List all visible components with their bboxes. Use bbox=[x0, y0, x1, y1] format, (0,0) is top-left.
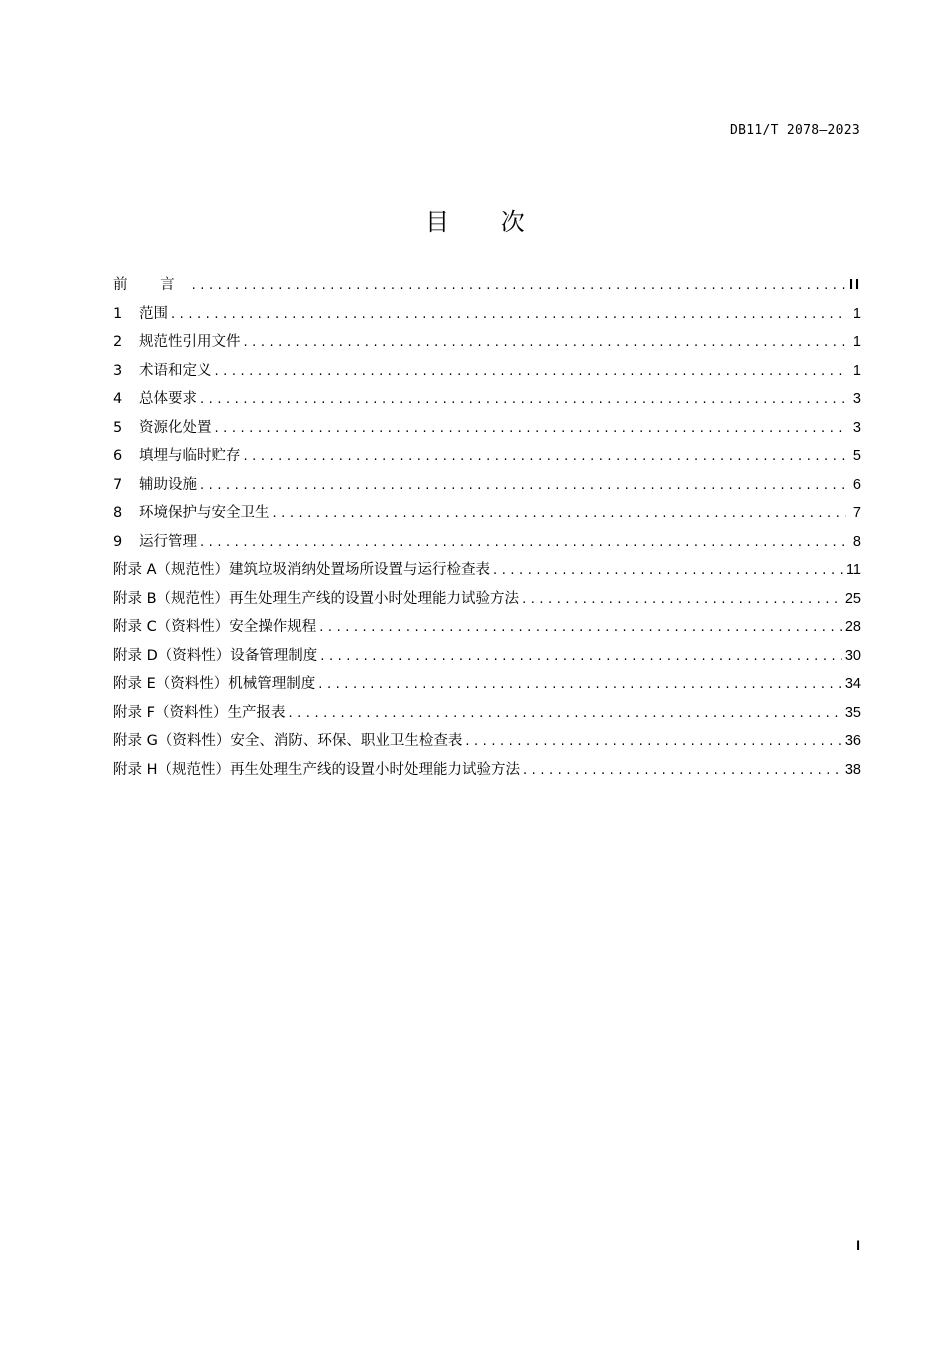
toc-entry-appendix[interactable] bbox=[113, 760, 861, 789]
toc-entry-preface[interactable] bbox=[113, 275, 861, 304]
toc-entry-label: 附录 D（资料性）设备管理制度 bbox=[113, 647, 318, 664]
toc-entry-label: 前 言 bbox=[113, 277, 189, 293]
toc-dot-leader bbox=[215, 419, 847, 439]
toc-entry-number: 7 bbox=[113, 476, 123, 493]
toc-dot-leader bbox=[288, 704, 841, 724]
toc-dot-leader bbox=[319, 618, 842, 638]
toc-entry-appendix[interactable] bbox=[113, 646, 861, 675]
toc-entry-appendix[interactable] bbox=[113, 589, 861, 618]
toc-entry-page: 5 bbox=[852, 448, 861, 464]
toc-entry-label: 附录 E（资料性）机械管理制度 bbox=[113, 676, 316, 692]
toc-entry-page: 1 bbox=[852, 305, 861, 322]
toc-dot-leader bbox=[200, 533, 846, 553]
toc-dot-leader bbox=[320, 647, 842, 667]
toc-entry[interactable] bbox=[113, 332, 861, 361]
toc-entry-page: 11 bbox=[845, 562, 861, 578]
toc-entry-label: 运行管理 bbox=[139, 533, 197, 550]
toc-entry-page: 7 bbox=[852, 505, 861, 521]
toc-entry-page: 36 bbox=[844, 733, 861, 749]
toc-entry-number: 1 bbox=[113, 305, 123, 322]
toc-entry-label: 附录 B（规范性）再生处理生产线的设置小时处理能力试验方法 bbox=[113, 590, 520, 607]
toc-dot-leader bbox=[465, 732, 842, 752]
toc-entry-appendix[interactable] bbox=[113, 617, 861, 646]
toc-dot-leader bbox=[192, 276, 846, 296]
toc-entry-appendix[interactable] bbox=[113, 560, 861, 589]
toc-entry-page: 38 bbox=[844, 761, 861, 778]
page-number: I bbox=[856, 1237, 860, 1253]
toc-entry-number: 2 bbox=[113, 334, 123, 350]
toc-entry[interactable] bbox=[113, 532, 861, 561]
toc-entry-number: 5 bbox=[113, 419, 123, 436]
toc-entry-page: 35 bbox=[844, 704, 861, 721]
toc-entry-appendix[interactable] bbox=[113, 674, 861, 703]
toc-entry[interactable] bbox=[113, 503, 861, 532]
toc-entry-page: 8 bbox=[852, 533, 861, 550]
toc-entry-number: 4 bbox=[113, 391, 123, 407]
toc-dot-leader bbox=[215, 362, 847, 382]
toc-entry[interactable] bbox=[113, 475, 861, 504]
toc-entry-appendix[interactable] bbox=[113, 703, 861, 732]
toc-entry-label: 附录 A（规范性）建筑垃圾消纳处置场所设置与运行检查表 bbox=[113, 562, 491, 578]
toc-entry-label: 附录 C（资料性）安全操作规程 bbox=[113, 619, 317, 635]
toc-entry-label: 范围 bbox=[139, 305, 168, 322]
toc-entry[interactable] bbox=[113, 389, 861, 418]
toc-entry[interactable] bbox=[113, 446, 861, 475]
toc-entry-label: 环境保护与安全卫生 bbox=[139, 505, 270, 521]
toc-entry-label: 术语和定义 bbox=[139, 362, 212, 379]
toc-entry-number: 3 bbox=[113, 362, 123, 379]
toc-title: 目 次 bbox=[425, 208, 547, 236]
toc-entry[interactable] bbox=[113, 361, 861, 390]
toc-entry-page: 1 bbox=[852, 334, 861, 350]
toc-entry-label: 资源化处置 bbox=[139, 419, 212, 436]
toc-dot-leader bbox=[523, 761, 842, 781]
toc-entry-number: 8 bbox=[113, 505, 123, 521]
toc-dot-leader bbox=[200, 390, 846, 410]
toc-entry-page: 6 bbox=[852, 476, 861, 493]
table-of-contents bbox=[113, 275, 861, 788]
toc-entry-number: 9 bbox=[113, 533, 123, 550]
toc-entry-page: 3 bbox=[852, 419, 861, 436]
toc-entry-page: 34 bbox=[844, 676, 861, 692]
toc-entry-label: 附录 G（资料性）安全、消防、环保、职业卫生检查表 bbox=[113, 733, 463, 749]
toc-entry[interactable] bbox=[113, 418, 861, 447]
toc-entry[interactable] bbox=[113, 304, 861, 333]
toc-entry-page: 28 bbox=[844, 619, 861, 635]
toc-dot-leader bbox=[171, 305, 846, 325]
toc-entry-label: 规范性引用文件 bbox=[139, 334, 241, 350]
toc-entry-page: 30 bbox=[844, 647, 861, 664]
toc-dot-leader bbox=[522, 590, 842, 610]
toc-entry-label: 附录 F（资料性）生产报表 bbox=[113, 704, 286, 721]
toc-entry-label: 附录 H（规范性）再生处理生产线的设置小时处理能力试验方法 bbox=[113, 761, 521, 778]
document-code: DB11/T 2078—2023 bbox=[729, 123, 860, 138]
toc-dot-leader bbox=[318, 675, 842, 695]
toc-dot-leader bbox=[200, 476, 846, 496]
toc-entry-label: 辅助设施 bbox=[139, 476, 197, 493]
toc-entry-page: II bbox=[848, 277, 861, 293]
toc-dot-leader bbox=[273, 504, 847, 524]
toc-dot-leader bbox=[244, 333, 847, 353]
toc-dot-leader bbox=[244, 447, 847, 467]
toc-dot-leader bbox=[493, 561, 843, 581]
toc-entry-label: 填埋与临时贮存 bbox=[139, 448, 241, 464]
toc-entry-label: 总体要求 bbox=[139, 391, 197, 407]
toc-entry-number: 6 bbox=[113, 448, 123, 464]
toc-entry-page: 25 bbox=[844, 590, 861, 607]
toc-entry-page: 3 bbox=[852, 391, 861, 407]
toc-entry-appendix[interactable] bbox=[113, 731, 861, 760]
toc-entry-page: 1 bbox=[852, 362, 861, 379]
